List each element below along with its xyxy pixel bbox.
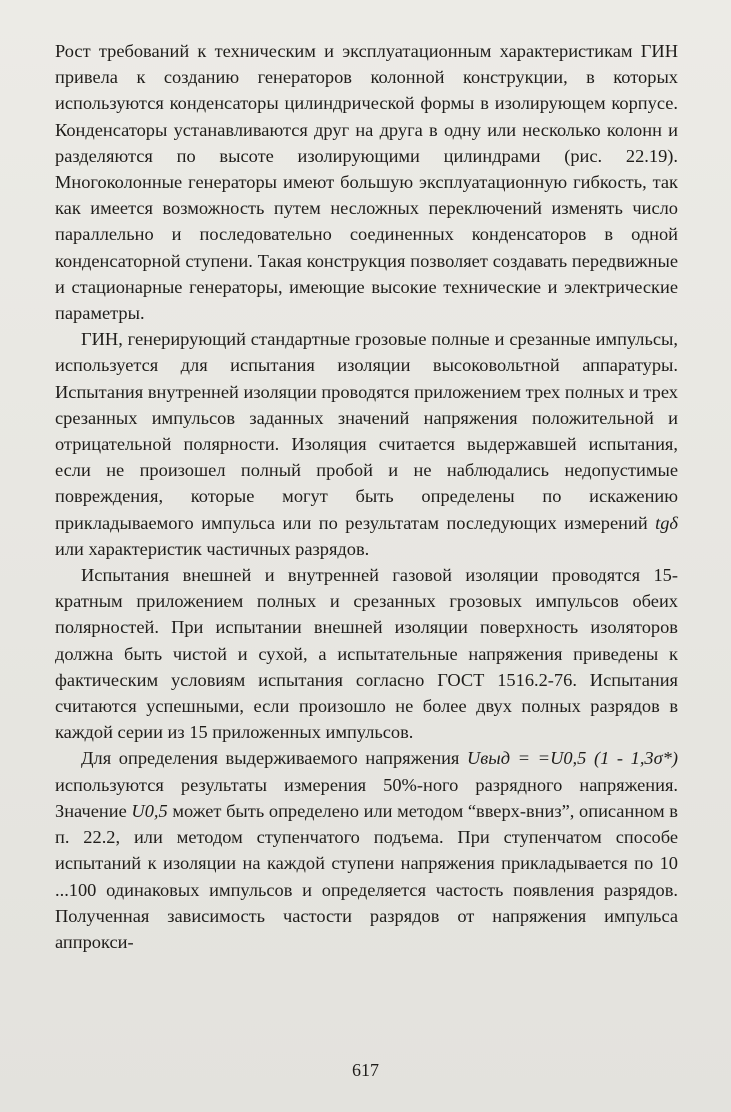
paragraph-4-start: Для определения выдерживаемого напряжения [81,748,460,769]
withstand-voltage-formula: Uвыд = =U0,5 (1 - 1,3σ*) [467,748,679,769]
paragraph-1: Рост требований к техническим и эксплуатационным характеристикам ГИН привела к созданию генераторов колонной конструкции, в которых используются конденсаторы цилиндрической формы в изолирующем корпусе. Конденсаторы устанавливаются друг на друга в одну или несколько колонн и разделяются по высоте изолирующими цилиндрами (рис. 22.19). Многоколонные генераторы имеют большую эксплуатационную гибкость, так как имеется возможность путем несложных переключений изменять число параллельно и последовательно соединенных конденсаторов в одной конденсаторной ступени. Такая конструкция позволяет создавать передвижные и стационарные генераторы, имеющие высокие технические и электрические параметры. [55,41,678,324]
paragraph-2-tail: или характеристик частичных разрядов. [55,538,370,559]
tg-delta-formula: tgδ [655,512,678,533]
paragraph-3: Испытания внешней и внутренней газовой изоляции проводятся 15-кратным приложением полных и срезанных грозовых импульсов обеих полярностей. При испытании внешней изоляции поверхность изоляторов должна быть чистой и сухой, а испытательные напряжения приведены к фактическим условиям испытания согласно ГОСТ 1516.2-76. Испытания считаются успешными, если произошло не более двух полных разрядов в каждой серии из 15 приложенных импульсов. [55,565,678,743]
page-number: 617 [352,1060,379,1080]
paragraph-2-text: ГИН, генерирующий стандартные грозовые полные и срезанные импульсы, используется для испытания изоляции высоковольтной аппаратуры. Испытания внутренней изоляции проводятся приложением трех полных и трех срезанных импульсов заданных значений напряжения положительной и отрицательной полярности. Изоляция считается выдержавшей испытания, если не произошел полный пробой и не наблюдались недопустимые повреждения, которые могут быть определены по искажению прикладываемого импульса или по результатам последующих измерений [55,329,678,533]
paragraph-4 [55,745,678,955]
paragraph-4-middle: используются результаты измерения 50%-ного разрядного напряжения. Значение [55,774,678,821]
u05-symbol: U0,5 [131,800,168,821]
paragraph-4-end: может быть определено или методом “вверх-вниз”, описанном в п. 22.2, или методом ступенчатого подъема. При ступенчатом способе испытаний к изоляции на каждой ступени напряжения прикладывается по 10 ...100 одинаковых импульсов и определяется частость появления разрядов. Полученная зависимость частости разрядов от напряжения импульса аппрокси- [55,800,678,952]
body-text [55,38,678,955]
paragraph-2 [55,326,678,562]
